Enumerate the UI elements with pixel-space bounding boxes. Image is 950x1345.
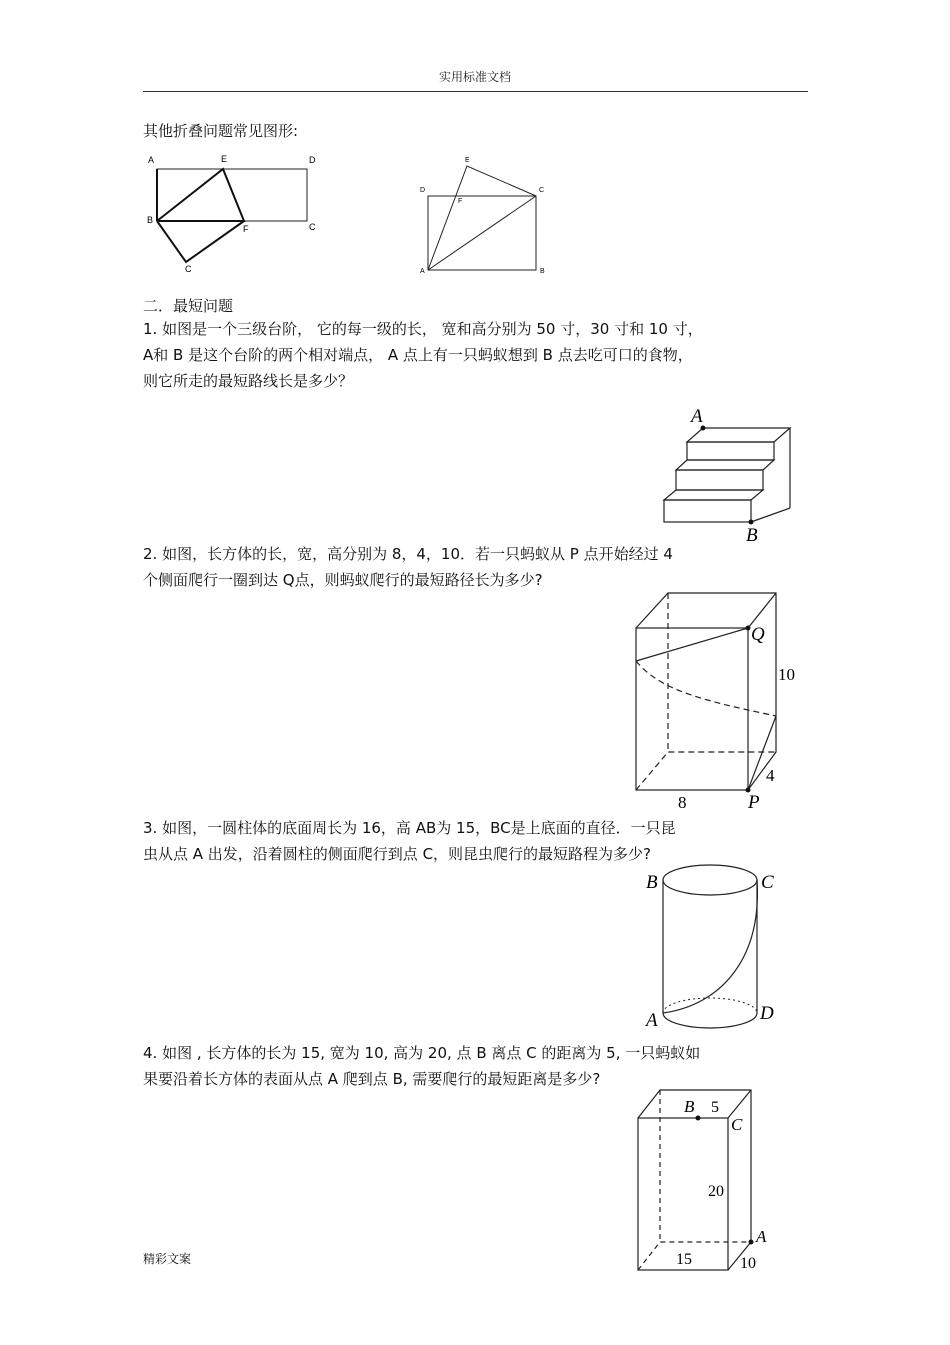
question-2-line-2: 个侧面爬行一圈到达 Q点，则蚂蚁爬行的最短路径长为多少? [143,571,543,589]
fig-left-label-a: A [148,155,155,165]
cylinder-label-d: D [760,1003,774,1024]
question-2-line-1: 2. 如图，长方体的长，宽，高分别为 8，4，10．若一只蚂蚁从 P 点开始经过 4 [143,545,673,563]
cylinder-label-a: A [646,1010,658,1031]
question-3-line-2: 虫从点 A 出发，沿着圆柱的侧面爬行到点 C，则昆虫爬行的最短路程为多少? [143,845,652,863]
staircase-label-b: B [746,525,758,546]
fig-left-label-d: D [309,155,316,165]
question-1-line-3: 则它所走的最短路线长是多少？ [143,372,354,390]
fig-left-label-c-bottom: C [185,264,192,274]
fig-left-label-e: E [221,154,228,164]
fig-left-label-c-right: C [309,222,316,232]
cylinder-label-c: C [761,872,774,893]
cuboid-q4-height-label: 20 [708,1183,724,1200]
question-4-line-2: 果要沿着长方体的表面从点 A 爬到点 B, 需要爬行的最短距离是多少? [143,1070,601,1088]
page-footer: 精彩文案 [143,1252,192,1266]
folding-title: 其他折叠问题常见图形: [143,122,299,140]
question-1-line-1: 1. 如图是一个三级台阶， 它的每一级的长， 宽和高分别为 50 寸，30 寸和 10 寸， [143,320,703,338]
fig-right-label-a: A [420,268,425,275]
question-3-line-1: 3. 如图，一圆柱体的底面周长为 16，高 AB为 15，BC是上底面的直径．一只昆 [143,819,676,837]
cuboid-q4-label-b: B [684,1097,695,1116]
cuboid-q2-width-label: 4 [766,766,775,785]
fig-right-label-f: F [458,198,463,205]
fig-left-label-f: F [243,224,249,234]
fig-right-label-b: B [540,268,545,275]
cuboid-q2-length-label: 8 [678,793,687,812]
fig-left-label-b: B [147,215,154,225]
section-2-title: 二．最短问题 [143,297,234,315]
cuboid-q2-label-p: P [748,792,760,813]
staircase-label-a: A [691,406,703,427]
cuboid-q2-label-q: Q [751,624,765,645]
cuboid-q4-label-a: A [756,1227,767,1246]
cylinder-label-b: B [646,872,658,893]
cuboid-q4-bc-label: 5 [711,1099,719,1116]
cuboid-q4-width-label: 10 [740,1255,756,1272]
fig-right-label-e: E [465,157,470,164]
fig-right-label-d: D [420,187,426,194]
question-4-line-1: 4. 如图 , 长方体的长为 15, 宽为 10, 高为 20, 点 B 离点 C 的距离为 5, 一只蚂蚁如 [143,1044,701,1062]
page-header: 实用标准文档 [438,70,511,84]
fig-right-label-c: C [539,187,545,194]
question-1-line-2: A和 B 是这个台阶的两个相对端点， A 点上有一只蚂蚁想到 B 点去吃可口的食物， [143,346,693,364]
cuboid-q4-length-label: 15 [676,1251,692,1268]
cuboid-q4-label-c: C [731,1115,743,1134]
cuboid-q2-height-label: 10 [778,665,795,684]
